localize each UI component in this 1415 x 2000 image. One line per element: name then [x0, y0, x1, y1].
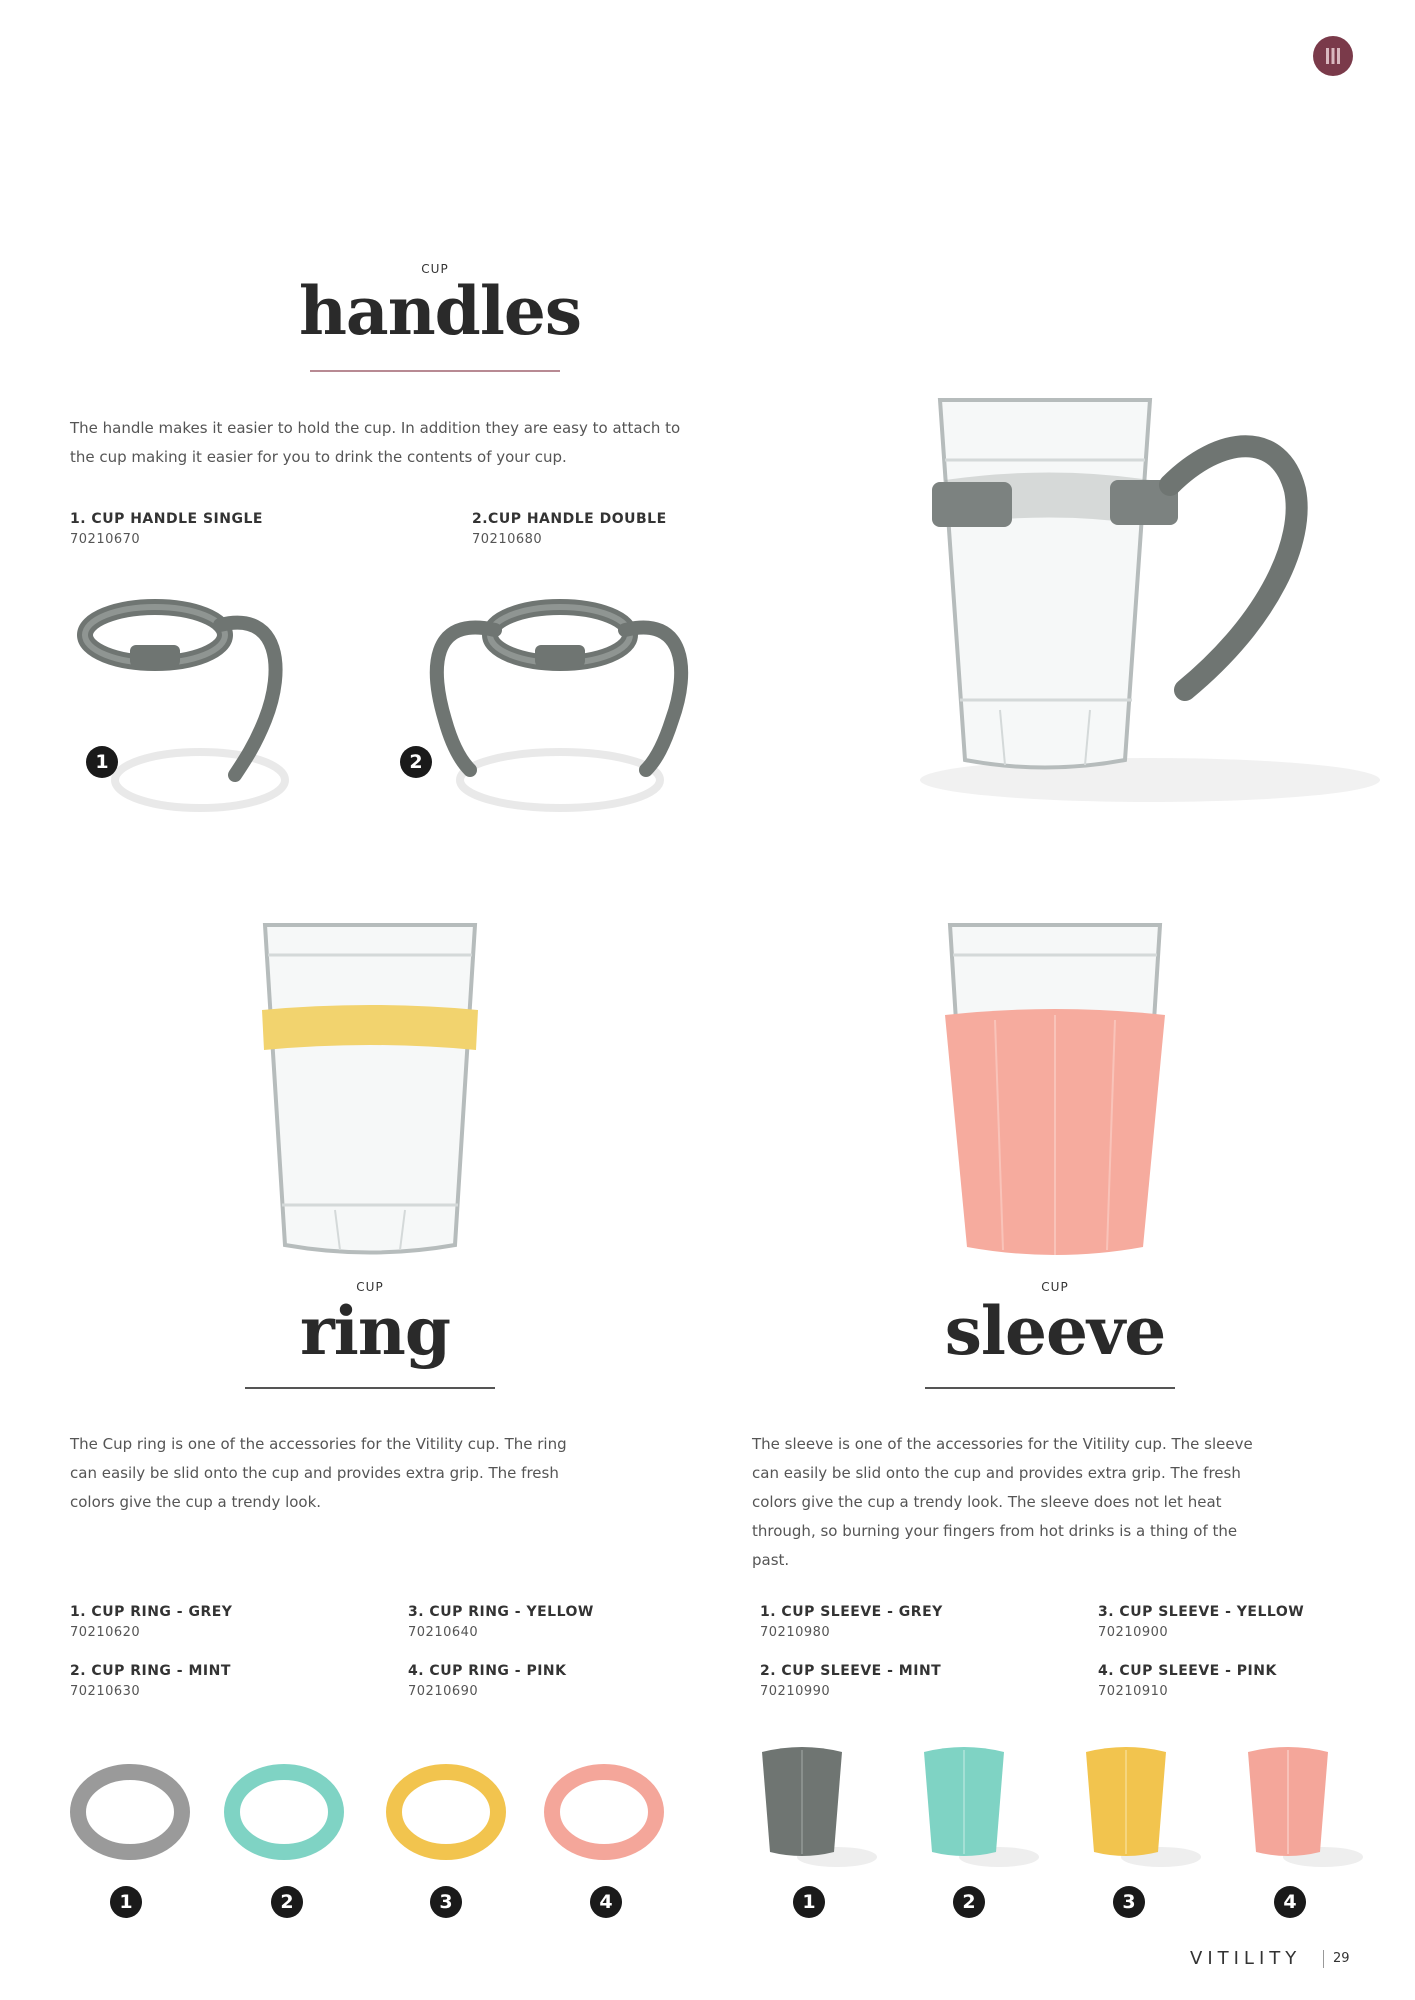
sleeve-number-badge: 3 [1113, 1886, 1145, 1918]
handles-description-line: the cup making it easier for you to drink the contents of your cup. [70, 448, 567, 466]
sleeve-title-rule [925, 1387, 1175, 1389]
product-sleeve-pink [1098, 1660, 1277, 1702]
sleeve-description-line: The sleeve is one of the accessories for the Vitility cup. The sleeve [752, 1435, 1253, 1453]
sleeve-title: sleeve [944, 1292, 1166, 1370]
sleeve-grey-image [752, 1742, 882, 1872]
ring-title-rule [245, 1387, 495, 1389]
vitility-logo-icon [1313, 36, 1353, 76]
product-handle-double [472, 508, 667, 550]
sleeve-mint-image [914, 1742, 1044, 1872]
product-name: 4. CUP SLEEVE - PINK [1098, 1663, 1277, 1679]
sleeve-pink-image [1238, 1742, 1368, 1872]
sleeve-number-badge: 1 [793, 1886, 825, 1918]
product-code: 70210680 [472, 532, 543, 547]
ring-number-badge: 3 [430, 1886, 462, 1918]
ring-number-badge: 4 [590, 1886, 622, 1918]
product-handle-single [70, 508, 263, 550]
product-name: 3. CUP RING - YELLOW [408, 1604, 594, 1620]
product-sleeve-mint [760, 1660, 941, 1702]
sleeve-description-line: colors give the cup a trendy look. The sleeve does not let heat [752, 1493, 1222, 1511]
product-name: 2. CUP RING - MINT [70, 1663, 231, 1679]
sleeve-number-badge: 2 [953, 1886, 985, 1918]
product-sleeve-yellow [1098, 1601, 1304, 1643]
product-code: 70210620 [70, 1625, 141, 1640]
product-code: 70210690 [408, 1684, 479, 1699]
product-ring-pink [408, 1660, 567, 1702]
ring-mint-image [222, 1760, 346, 1864]
sleeve-number-badge: 4 [1274, 1886, 1306, 1918]
sleeve-yellow-image [1076, 1742, 1206, 1872]
ring-kicker: CUP [356, 1280, 384, 1294]
ring-grey-image [68, 1760, 192, 1864]
ring-description-line: The Cup ring is one of the accessories for the Vitility cup. The ring [70, 1435, 567, 1453]
ring-description-line: can easily be slid onto the cup and provides extra grip. The fresh [70, 1464, 559, 1482]
product-code: 70210990 [760, 1684, 831, 1699]
ring-description-line: colors give the cup a trendy look. [70, 1493, 322, 1511]
handle-single-number-badge: 1 [86, 746, 118, 778]
glass-with-sleeve-image [925, 905, 1185, 1265]
ring-pink-image [542, 1760, 666, 1864]
handles-title-rule [310, 370, 560, 372]
product-ring-yellow [408, 1601, 594, 1643]
product-code: 70210910 [1098, 1684, 1169, 1699]
product-sleeve-grey [760, 1601, 943, 1643]
handle-single-image [70, 590, 310, 830]
product-code: 70210900 [1098, 1625, 1169, 1640]
page-number: 29 [1333, 1951, 1350, 1966]
product-ring-grey [70, 1601, 232, 1643]
handle-double-image [410, 590, 710, 830]
product-name: 2.CUP HANDLE DOUBLE [472, 511, 667, 527]
glass-with-handle-image [900, 380, 1400, 820]
handles-description [70, 414, 830, 472]
footer-separator [1323, 1950, 1324, 1968]
product-code: 70210640 [408, 1625, 479, 1640]
product-name: 1. CUP HANDLE SINGLE [70, 511, 263, 527]
sleeve-description-line: past. [752, 1551, 790, 1569]
product-name: 1. CUP SLEEVE - GREY [760, 1604, 943, 1620]
product-name: 1. CUP RING - GREY [70, 1604, 233, 1620]
handle-double-number-badge: 2 [400, 746, 432, 778]
sleeve-description [752, 1430, 1372, 1575]
product-code: 70210980 [760, 1625, 831, 1640]
ring-title: ring [300, 1292, 450, 1370]
ring-yellow-image [384, 1760, 508, 1864]
glass-with-ring-image [240, 905, 500, 1265]
product-name: 3. CUP SLEEVE - YELLOW [1098, 1604, 1305, 1620]
sleeve-description-line: through, so burning your fingers from hot drinks is a thing of the [752, 1522, 1238, 1540]
handles-kicker: CUP [421, 262, 449, 276]
handles-title: handles [298, 272, 582, 350]
handles-description-line: The handle makes it easier to hold the cup. In addition they are easy to attach to [70, 419, 681, 437]
sleeve-kicker: CUP [1041, 1280, 1069, 1294]
ring-number-badge: 2 [271, 1886, 303, 1918]
product-name: 4. CUP RING - PINK [408, 1663, 567, 1679]
product-code: 70210630 [70, 1684, 141, 1699]
ring-description [70, 1430, 690, 1517]
sleeve-description-line: can easily be slid onto the cup and provides extra grip. The fresh [752, 1464, 1241, 1482]
product-name: 2. CUP SLEEVE - MINT [760, 1663, 942, 1679]
product-ring-mint [70, 1660, 231, 1702]
ring-number-badge: 1 [110, 1886, 142, 1918]
product-code: 70210670 [70, 532, 141, 547]
footer-brand: VITILITY [1190, 1948, 1302, 1969]
